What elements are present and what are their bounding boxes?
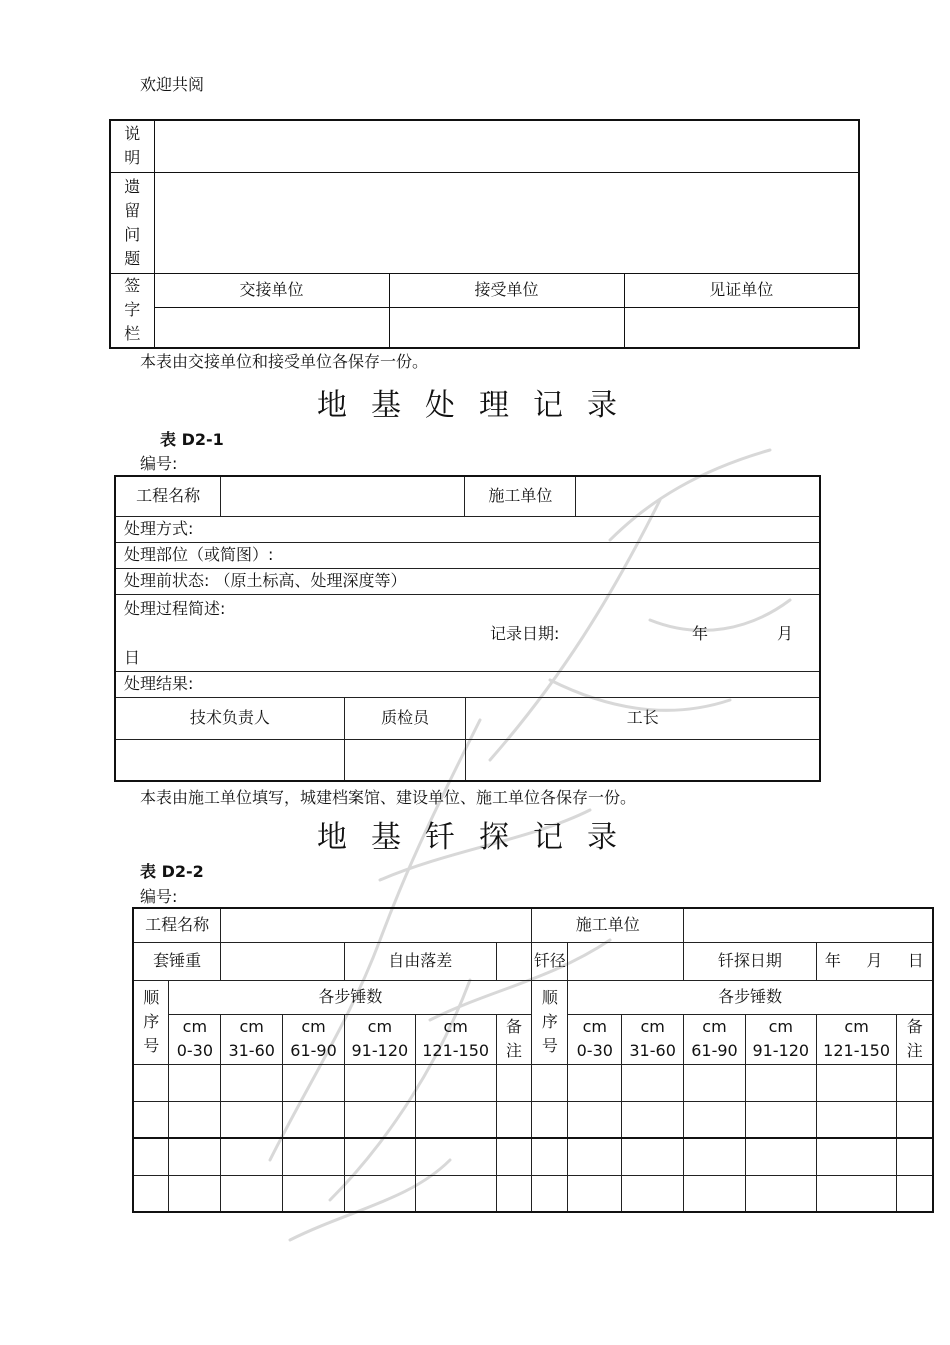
d21-day: 日 <box>124 647 141 667</box>
d22-col-31-60-right: cm 31-60 <box>622 1014 684 1064</box>
table-row[interactable] <box>133 1101 933 1138</box>
d22-table <box>132 907 934 1213</box>
d22-number-label: 编号: <box>140 887 178 906</box>
issues-content[interactable] <box>154 172 859 273</box>
issues-label: 遗留问题 <box>110 172 154 273</box>
table-row[interactable] <box>133 1064 933 1101</box>
d21-builder-field[interactable] <box>576 476 820 516</box>
table-row[interactable] <box>133 1138 933 1175</box>
d22-col-91-120-right: cm 91-120 <box>745 1014 816 1064</box>
d22-hammer-field[interactable] <box>221 942 345 980</box>
d22-remark-left: 备注 <box>496 1014 532 1064</box>
d22-year: 年 <box>824 951 841 970</box>
d22-steps-label-left: 各步锤数 <box>169 980 532 1014</box>
d21-sign-qc: 质检员 <box>344 697 466 739</box>
d22-col-61-90-left: cm 61-90 <box>283 1014 345 1064</box>
d21-method[interactable]: 处理方式: <box>115 516 820 542</box>
sign-witness-field[interactable] <box>624 307 859 348</box>
d22-project-field[interactable] <box>221 908 532 942</box>
table-row[interactable] <box>133 1175 933 1212</box>
d21-sign-foreman: 工长 <box>466 697 820 739</box>
d21-location[interactable]: 处理部位（或简图）: <box>115 542 820 568</box>
d22-month: 月 <box>866 951 883 970</box>
d22-rod-field[interactable] <box>568 942 684 980</box>
handover-footer: 本表由交接单位和接受单位各保存一份。 <box>140 352 429 371</box>
d22-col-0-30-left: cm 0-30 <box>169 1014 221 1064</box>
d21-sign-qc-field[interactable] <box>344 739 466 781</box>
d21-footer: 本表由施工单位填写，城建档案馆、建设单位、施工单位各保存一份。 <box>140 788 637 807</box>
d21-title: 地基处理记录 <box>317 388 641 423</box>
d22-col-31-60-left: cm 31-60 <box>221 1014 283 1064</box>
d21-builder-label: 施工单位 <box>465 476 576 516</box>
d21-number-label: 编号: <box>140 454 178 473</box>
note-content[interactable] <box>154 120 859 172</box>
d22-table-no: 表 D2-2 <box>140 862 204 881</box>
d22-seq-label-right: 顺序号 <box>532 980 568 1064</box>
d21-project-label: 工程名称 <box>115 476 221 516</box>
sign-receiver-field[interactable] <box>389 307 624 348</box>
d21-month: 月 <box>777 623 794 643</box>
d21-process-label: 处理过程简述: <box>124 598 226 618</box>
d22-hammer-label: 套锤重 <box>133 942 221 980</box>
sign-handover-field[interactable] <box>154 307 389 348</box>
d21-pre-state[interactable]: 处理前状态: （原土标高、处理深度等） <box>115 568 820 594</box>
handover-table <box>109 119 860 349</box>
d22-remark-right: 备注 <box>897 1014 933 1064</box>
d22-col-61-90-right: cm 61-90 <box>684 1014 746 1064</box>
sign-col-receiver: 接受单位 <box>389 273 624 307</box>
d22-day: 日 <box>907 951 924 970</box>
d22-rod-label: 钎径 <box>532 942 568 980</box>
d21-table-no: 表 D2-1 <box>160 430 224 449</box>
d22-steps-label-right: 各步锤数 <box>568 980 933 1014</box>
d22-builder-field[interactable] <box>684 908 933 942</box>
d21-table <box>114 475 821 782</box>
d22-col-121-150-left: cm 121-150 <box>415 1014 496 1064</box>
d21-project-field[interactable] <box>221 476 465 516</box>
d22-project-label: 工程名称 <box>133 908 221 942</box>
d21-sign-tech: 技术负责人 <box>115 697 344 739</box>
d22-col-0-30-right: cm 0-30 <box>568 1014 622 1064</box>
d22-title: 地基钎探记录 <box>317 820 641 855</box>
d21-year: 年 <box>692 623 709 643</box>
d22-builder-label: 施工单位 <box>532 908 684 942</box>
d21-sign-foreman-field[interactable] <box>466 739 820 781</box>
d22-seq-label-left: 顺序号 <box>133 980 169 1064</box>
sign-label: 签字栏 <box>110 273 154 348</box>
sign-col-witness: 见证单位 <box>624 273 859 307</box>
d21-process[interactable] <box>115 594 820 671</box>
note-label: 说明 <box>110 120 154 172</box>
sign-col-handover: 交接单位 <box>154 273 389 307</box>
d22-col-91-120-left: cm 91-120 <box>344 1014 415 1064</box>
header-note: 欢迎共阅 <box>140 75 205 94</box>
d21-sign-tech-field[interactable] <box>115 739 344 781</box>
d22-col-121-150-right: cm 121-150 <box>816 1014 897 1064</box>
d22-date-field[interactable] <box>816 942 933 980</box>
d21-record-date-label: 记录日期: <box>490 623 560 643</box>
d22-drop-label: 自由落差 <box>344 942 496 980</box>
d22-drop-field[interactable] <box>496 942 532 980</box>
d21-result[interactable]: 处理结果: <box>115 671 820 697</box>
d22-date-label: 钎探日期 <box>684 942 817 980</box>
